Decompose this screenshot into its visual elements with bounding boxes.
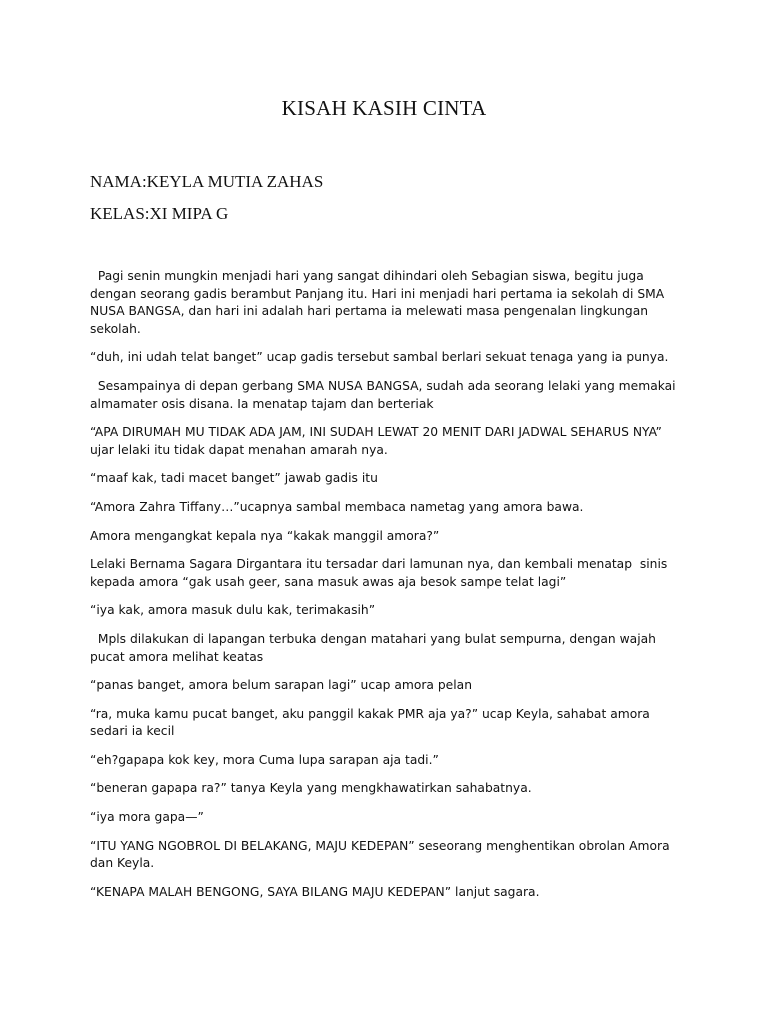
story-paragraph: Lelaki Bernama Sagara Dirgantara itu tersadar dari lamunan nya, dan kembali menatap sinis kepada amora “gak usah geer, sana masuk awas aja besok sampe telat lagi” <box>90 557 672 589</box>
story-paragraph: “maaf kak, tadi macet banget” jawab gadis itu <box>90 471 378 486</box>
story-paragraph: Sesampainya di depan gerbang SMA NUSA BANGSA, sudah ada seorang lelaki yang memakai almamater osis disana. Ia menatap tajam dan berteriak <box>90 378 680 411</box>
student-name-line: NAMA:KEYLA MUTIA ZAHAS <box>90 172 324 191</box>
story-paragraph: “APA DIRUMAH MU TIDAK ADA JAM, INI SUDAH LEWAT 20 MENIT DARI JADWAL SEHARUS NYA” ujar lelaki itu tidak dapat menahan amarah nya. <box>90 425 666 457</box>
story-paragraph: “duh, ini udah telat banget” ucap gadis tersebut sambal berlari sekuat tenaga yang ia punya. <box>90 350 669 365</box>
story-paragraph: “Amora Zahra Tiffany…”ucapnya sambal membaca nametag yang amora bawa. <box>90 499 584 514</box>
story-paragraph: Amora mengangkat kepala nya “kakak manggil amora?” <box>90 528 440 543</box>
story-paragraph: “ITU YANG NGOBROL DI BELAKANG, MAJU KEDEPAN” seseorang menghentikan obrolan Amora dan Keyla. <box>90 838 674 871</box>
story-paragraph: Pagi senin mungkin menjadi hari yang sangat dihindari oleh Sebagian siswa, begitu juga dengan seorang gadis berambut Panjang itu. Hari ini menjadi hari pertama ia sekolah di SMA NUSA BANGSA, dan hari ini adalah hari pertama ia melewati masa pengenalan lingkungan sekolah. <box>90 269 669 336</box>
story-paragraph: Mpls dilakukan di lapangan terbuka dengan matahari yang bulat sempurna, dengan wajah pucat amora melihat keatas <box>90 631 660 664</box>
story-paragraph: “panas banget, amora belum sarapan lagi” ucap amora pelan <box>90 678 472 693</box>
story-body <box>90 268 688 912</box>
story-paragraph: “ra, muka kamu pucat banget, aku panggil kakak PMR aja ya?” ucap Keyla, sahabat amora sedari ia kecil <box>90 706 654 739</box>
document-title: KISAH KASIH CINTA <box>281 96 487 120</box>
student-class-line: KELAS:XI MIPA G <box>90 204 229 223</box>
story-paragraph: “KENAPA MALAH BENGONG, SAYA BILANG MAJU KEDEPAN” lanjut sagara. <box>90 884 540 899</box>
story-paragraph: “iya kak, amora masuk dulu kak, terimakasih” <box>90 603 376 618</box>
story-paragraph: “eh?gapapa kok key, mora Cuma lupa sarapan aja tadi.” <box>90 752 439 767</box>
story-paragraph: “beneran gapapa ra?” tanya Keyla yang mengkhawatirkan sahabatnya. <box>90 781 532 796</box>
story-paragraph: “iya mora gapa—” <box>90 810 204 825</box>
